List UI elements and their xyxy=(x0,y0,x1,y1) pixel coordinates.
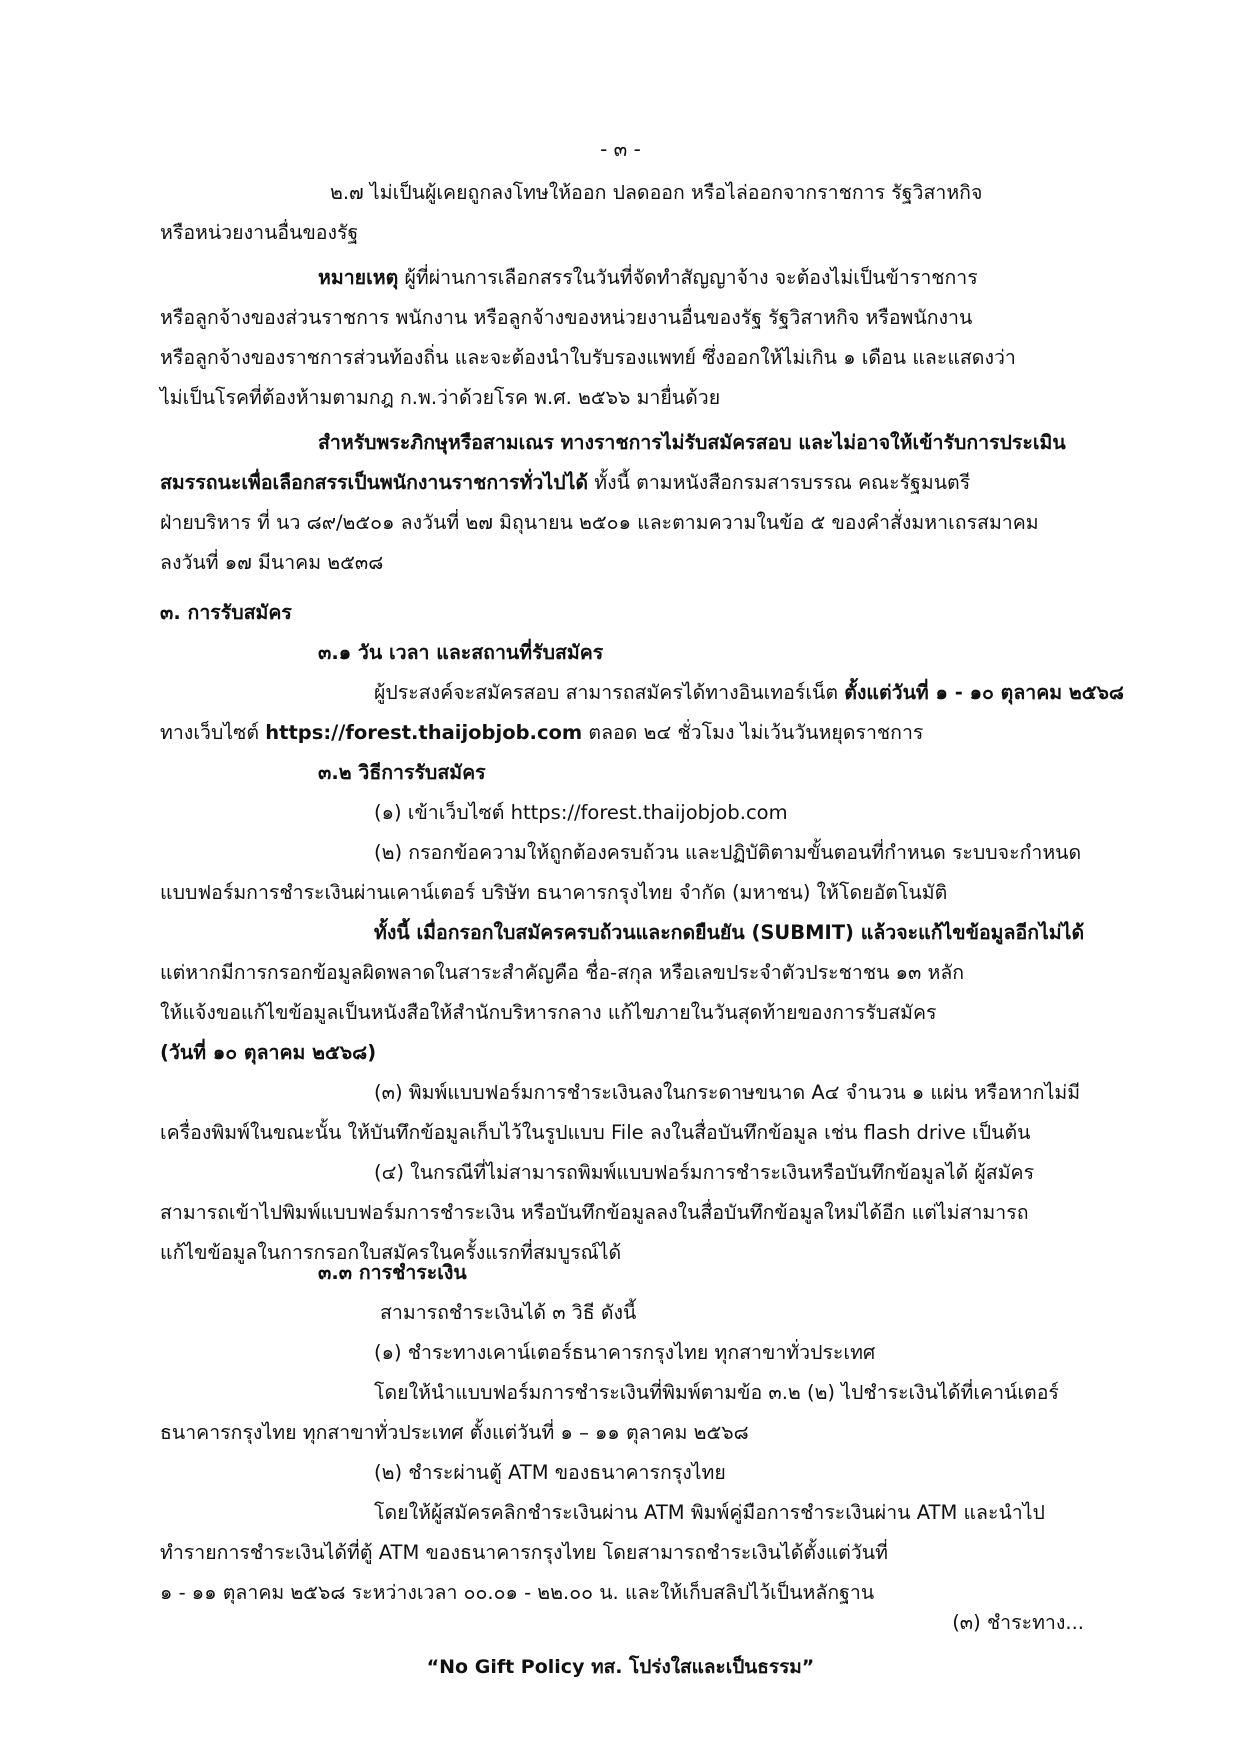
monks-bold-text: สมรรถนะเพื่อเลือกสรรเป็นพนักงานราชการทั่วไปได้ xyxy=(160,471,589,494)
remark-line-4: ไม่เป็นโรคที่ต้องห้ามตามกฎ ก.พ.ว่าด้วยโรค พ.ศ. ๒๕๖๖ มายื่นด้วย xyxy=(160,386,721,409)
apply-online-text: ผู้ประสงค์จะสมัครสอบ สามารถสมัครได้ทางอินเทอร์เน็ต xyxy=(374,681,845,704)
remark-line-2: หรือลูกจ้างของส่วนราชการ พนักงาน หรือลูกจ้างของหน่วยงานอื่นของรัฐ รัฐวิสาหกิจ หรือพนักงาน xyxy=(160,306,973,329)
section-3-2-heading: ๓.๒ วิธีการรับสมัคร xyxy=(318,761,486,784)
remark-label: หมายเหตุ xyxy=(318,266,399,289)
website-hours-text: ตลอด ๒๔ ชั่วโมง ไม่เว้นวันหยุดราชการ xyxy=(582,721,924,744)
submit-note-line-4: (วันที่ ๑๐ ตุลาคม ๒๕๖๘) xyxy=(160,1041,377,1064)
monks-line-2 xyxy=(160,468,970,498)
section-3-1-line-1 xyxy=(374,678,1124,708)
step-2-line-2: แบบฟอร์มการชำระเงินผ่านเคาน์เตอร์ บริษัท ธนาคารกรุงไทย จำกัด (มหาชน) ให้โดยอัตโนมัติ xyxy=(160,881,948,904)
step-4-line-2: สามารถเข้าไปพิมพ์แบบฟอร์มการชำระเงิน หรือบันทึกข้อมูลลงในสื่อบันทึกข้อมูลใหม่ได้อีก แต่ไม่สามารถ xyxy=(160,1201,1029,1224)
website-url-link[interactable]: https://forest.thaijobjob.com xyxy=(265,721,583,744)
payment-method-1-detail-2: ธนาคารกรุงไทย ทุกสาขาทั่วประเทศ ตั้งแต่วันที่ ๑ – ๑๑ ตุลาคม ๒๕๖๘ xyxy=(160,1421,749,1444)
monks-line-3: ฝ่ายบริหาร ที่ นว ๘๙/๒๕๐๑ ลงวันที่ ๒๗ มิถุนายน ๒๕๐๑ และตามความในข้อ ๕ ของคำสั่งมหาเถรสมาคม xyxy=(160,511,1039,534)
section-3-1-line-2 xyxy=(160,718,923,748)
step-4-line-3: แก้ไขข้อมูลในการกรอกใบสมัครในครั้งแรกที่สมบูรณ์ได้ xyxy=(160,1241,622,1264)
payment-method-1-detail-1: โดยให้นำแบบฟอร์มการชำระเงินที่พิมพ์ตามข้อ ๓.๒ (๒) ไปชำระเงินได้ที่เคาน์เตอร์ xyxy=(374,1381,1059,1404)
page-number: - ๓ - xyxy=(600,137,641,161)
monks-line-4: ลงวันที่ ๑๗ มีนาคม ๒๕๓๘ xyxy=(160,551,384,574)
monks-text: ทั้งนี้ ตามหนังสือกรมสารบรรณ คณะรัฐมนตรี xyxy=(588,471,971,494)
step-3-line-1: (๓) พิมพ์แบบฟอร์มการชำระเงินลงในกระดาษขนาด A๔ จำนวน ๑ แผ่น หรือหากไม่มี xyxy=(374,1081,1081,1104)
apply-dates: ตั้งแต่วันที่ ๑ - ๑๐ ตุลาคม ๒๕๖๘ xyxy=(844,681,1124,704)
website-label: ทางเว็บไซต์ xyxy=(160,721,266,744)
section-3-heading: ๓. การรับสมัคร xyxy=(160,601,292,624)
submit-note-line-3: ให้แจ้งขอแก้ไขข้อมูลเป็นหนังสือให้สำนักบริหารกลาง แก้ไขภายในวันสุดท้ายของการรับสมัคร xyxy=(160,1001,937,1024)
payment-method-2: (๒) ชำระผ่านตู้ ATM ของธนาคารกรุงไทย xyxy=(374,1461,726,1484)
footer-slogan: “No Gift Policy ทส. โปร่งใสและเป็นธรรม” xyxy=(426,1656,815,1678)
step-4-line-1: (๔) ในกรณีที่ไม่สามารถพิมพ์แบบฟอร์มการชำระเงินหรือบันทึกข้อมูลได้ ผู้สมัคร xyxy=(374,1161,1035,1184)
remark-line-3: หรือลูกจ้างของราชการส่วนท้องถิ่น และจะต้องนำใบรับรองแพทย์ ซึ่งออกให้ไม่เกิน ๑ เดือน และแสดงว่า xyxy=(160,346,1016,369)
clause-2-7-line-1: ๒.๗ ไม่เป็นผู้เคยถูกลงโทษให้ออก ปลดออก หรือไล่ออกจากราชการ รัฐวิสาหกิจ xyxy=(330,181,983,204)
submit-note-line-2: แต่หากมีการกรอกข้อมูลผิดพลาดในสาระสำคัญคือ ชื่อ-สกุล หรือเลขประจำตัวประชาชน ๑๓ หลัก xyxy=(160,961,965,984)
section-3-3-heading: ๓.๓ การชำระเงิน xyxy=(318,1261,467,1284)
remark-line-1 xyxy=(318,263,978,293)
payment-method-2-detail-2: ทำรายการชำระเงินได้ที่ตู้ ATM ของธนาคารกรุงไทย โดยสามารถชำระเงินได้ตั้งแต่วันที่ xyxy=(160,1541,888,1564)
payment-method-1: (๑) ชำระทางเคาน์เตอร์ธนาคารกรุงไทย ทุกสาขาทั่วประเทศ xyxy=(374,1341,876,1364)
section-3-1-heading: ๓.๑ วัน เวลา และสถานที่รับสมัคร xyxy=(318,641,604,664)
continuation-marker: (๓) ชำระทาง... xyxy=(952,1611,1084,1634)
remark-text: ผู้ที่ผ่านการเลือกสรรในวันที่จัดทำสัญญาจ้าง จะต้องไม่เป็นข้าราชการ xyxy=(398,266,978,289)
monks-line-1: สำหรับพระภิกษุหรือสามเณร ทางราชการไม่รับสมัครสอบ และไม่อาจให้เข้ารับการประเมิน xyxy=(318,431,1066,454)
step-3-line-2: เครื่องพิมพ์ในขณะนั้น ให้บันทึกข้อมูลเก็บไว้ในรูปแบบ File ลงในสื่อบันทึกข้อมูล เช่น flash drive เป็นต้น xyxy=(160,1121,1031,1144)
clause-2-7-line-2: หรือหน่วยงานอื่นของรัฐ xyxy=(160,221,359,244)
step-1: (๑) เข้าเว็บไซต์ https://forest.thaijobjob.com xyxy=(374,801,788,824)
payment-method-2-detail-3: ๑ - ๑๑ ตุลาคม ๒๕๖๘ ระหว่างเวลา ๐๐.๐๑ - ๒๒.๐๐ น. และให้เก็บสลิปไว้เป็นหลักฐาน xyxy=(160,1581,875,1604)
submit-note-line-1: ทั้งนี้ เมื่อกรอกใบสมัครครบถ้วนและกดยืนยัน (SUBMIT) แล้วจะแก้ไขข้อมูลอีกไม่ได้ xyxy=(374,921,1085,944)
step-2-line-1: (๒) กรอกข้อความให้ถูกต้องครบถ้วน และปฏิบัติตามขั้นตอนที่กำหนด ระบบจะกำหนด xyxy=(374,841,1082,864)
payment-intro: สามารถชำระเงินได้ ๓ วิธี ดังนี้ xyxy=(380,1301,637,1324)
payment-method-2-detail-1: โดยให้ผู้สมัครคลิกชำระเงินผ่าน ATM พิมพ์คู่มือการชำระเงินผ่าน ATM และนำไป xyxy=(374,1501,1045,1524)
